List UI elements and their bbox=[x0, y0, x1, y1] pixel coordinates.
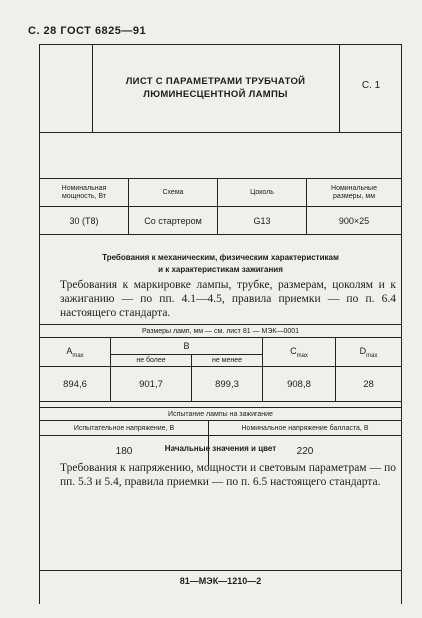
document-frame bbox=[39, 44, 402, 604]
header-b-max: не более bbox=[111, 355, 192, 367]
cell-ballast-voltage: 220 bbox=[209, 436, 402, 467]
table-header-row bbox=[40, 179, 401, 207]
header-a-max bbox=[40, 338, 111, 367]
cell-d-max: 28 bbox=[336, 367, 402, 402]
title-block bbox=[40, 45, 401, 133]
cell-b-min: 899,3 bbox=[192, 367, 263, 402]
table-row bbox=[40, 367, 401, 402]
header-d-subscript: max bbox=[366, 352, 378, 359]
lamp-parameters-table bbox=[40, 178, 401, 235]
section-heading-mechanical bbox=[40, 252, 401, 276]
header-ballast-voltage: Номинальное напряжение балласта, В bbox=[209, 421, 402, 436]
header-b: B bbox=[111, 338, 263, 355]
cell-scheme: Со стартером bbox=[129, 207, 218, 235]
footer-divider bbox=[39, 570, 402, 571]
header-power-line1: Номинальная bbox=[61, 184, 107, 192]
table-caption-row bbox=[40, 325, 401, 338]
section-heading-line1: Требования к механическим, физическим характеристикам bbox=[102, 253, 339, 262]
cell-c-max: 908,8 bbox=[263, 367, 336, 402]
dimensions-table bbox=[40, 324, 401, 402]
header-a-symbol: A bbox=[66, 345, 73, 356]
header-scheme: Схема bbox=[129, 179, 218, 207]
table-caption-row bbox=[40, 408, 401, 421]
paragraph-marking: Требования к маркировке лампы, трубке, размерам, цоколям и к зажиганию — по пп. 4.1—4.5, правила приемки — по п. 6.4 настоящего стандарта. bbox=[60, 279, 396, 319]
header-size-line2: размеры, мм bbox=[332, 192, 376, 200]
header-c-max bbox=[263, 338, 336, 367]
header-test-voltage: Испытательное напряжение, В bbox=[40, 421, 209, 436]
cell-size: 900×25 bbox=[307, 207, 402, 235]
cell-test-voltage: 180 bbox=[115, 445, 133, 457]
cell-power: 30 (Т8) bbox=[40, 207, 129, 235]
ignition-test-table bbox=[40, 407, 401, 466]
header-power bbox=[40, 179, 129, 207]
ignition-caption: Испытание лампы на зажигание bbox=[40, 408, 401, 421]
dimensions-caption: Размеры ламп, мм — см. лист 81 — МЭК—0001 bbox=[40, 325, 401, 338]
header-size bbox=[307, 179, 402, 207]
page-header: С. 28 ГОСТ 6825—91 bbox=[28, 25, 147, 37]
header-c-symbol: C bbox=[290, 345, 297, 356]
sheet-footer-code: 81—МЭК—1210—2 bbox=[179, 576, 262, 586]
header-d-symbol: D bbox=[359, 345, 367, 356]
cell-a-max: 894,6 bbox=[40, 367, 111, 402]
header-a-subscript: max bbox=[72, 352, 84, 359]
header-b-min: не менее bbox=[192, 355, 263, 367]
sheet-title bbox=[92, 75, 339, 101]
header-base: Цоколь bbox=[218, 179, 307, 207]
paragraph-initial-values: Требования к напряжению, мощности и световым параметрам — по пп. 5.3 и 5.4, правила приемки — по п. 6.5 настоящего стандарта. bbox=[60, 462, 396, 488]
table-row bbox=[40, 207, 401, 235]
header-d-max bbox=[336, 338, 402, 367]
header-power-line2: мощность, Вт bbox=[61, 192, 107, 200]
section-heading-line2: и к характеристикам зажигания bbox=[158, 265, 283, 274]
table-header-row bbox=[40, 338, 401, 355]
sheet-title-line2: ЛЮМИНЕСЦЕНТНОЙ ЛАМПЫ bbox=[143, 89, 288, 100]
section-heading-initial-values: Начальные значения и цвет bbox=[164, 444, 277, 453]
header-c-subscript: max bbox=[296, 352, 308, 359]
header-size-line1: Номинальные bbox=[331, 184, 377, 192]
table-header-row bbox=[40, 421, 401, 436]
sheet-title-line1: ЛИСТ С ПАРАМЕТРАМИ ТРУБЧАТОЙ bbox=[125, 76, 306, 87]
sheet-page-number: С. 1 bbox=[361, 80, 381, 91]
cell-b-max: 901,7 bbox=[111, 367, 192, 402]
cell-base: G13 bbox=[218, 207, 307, 235]
